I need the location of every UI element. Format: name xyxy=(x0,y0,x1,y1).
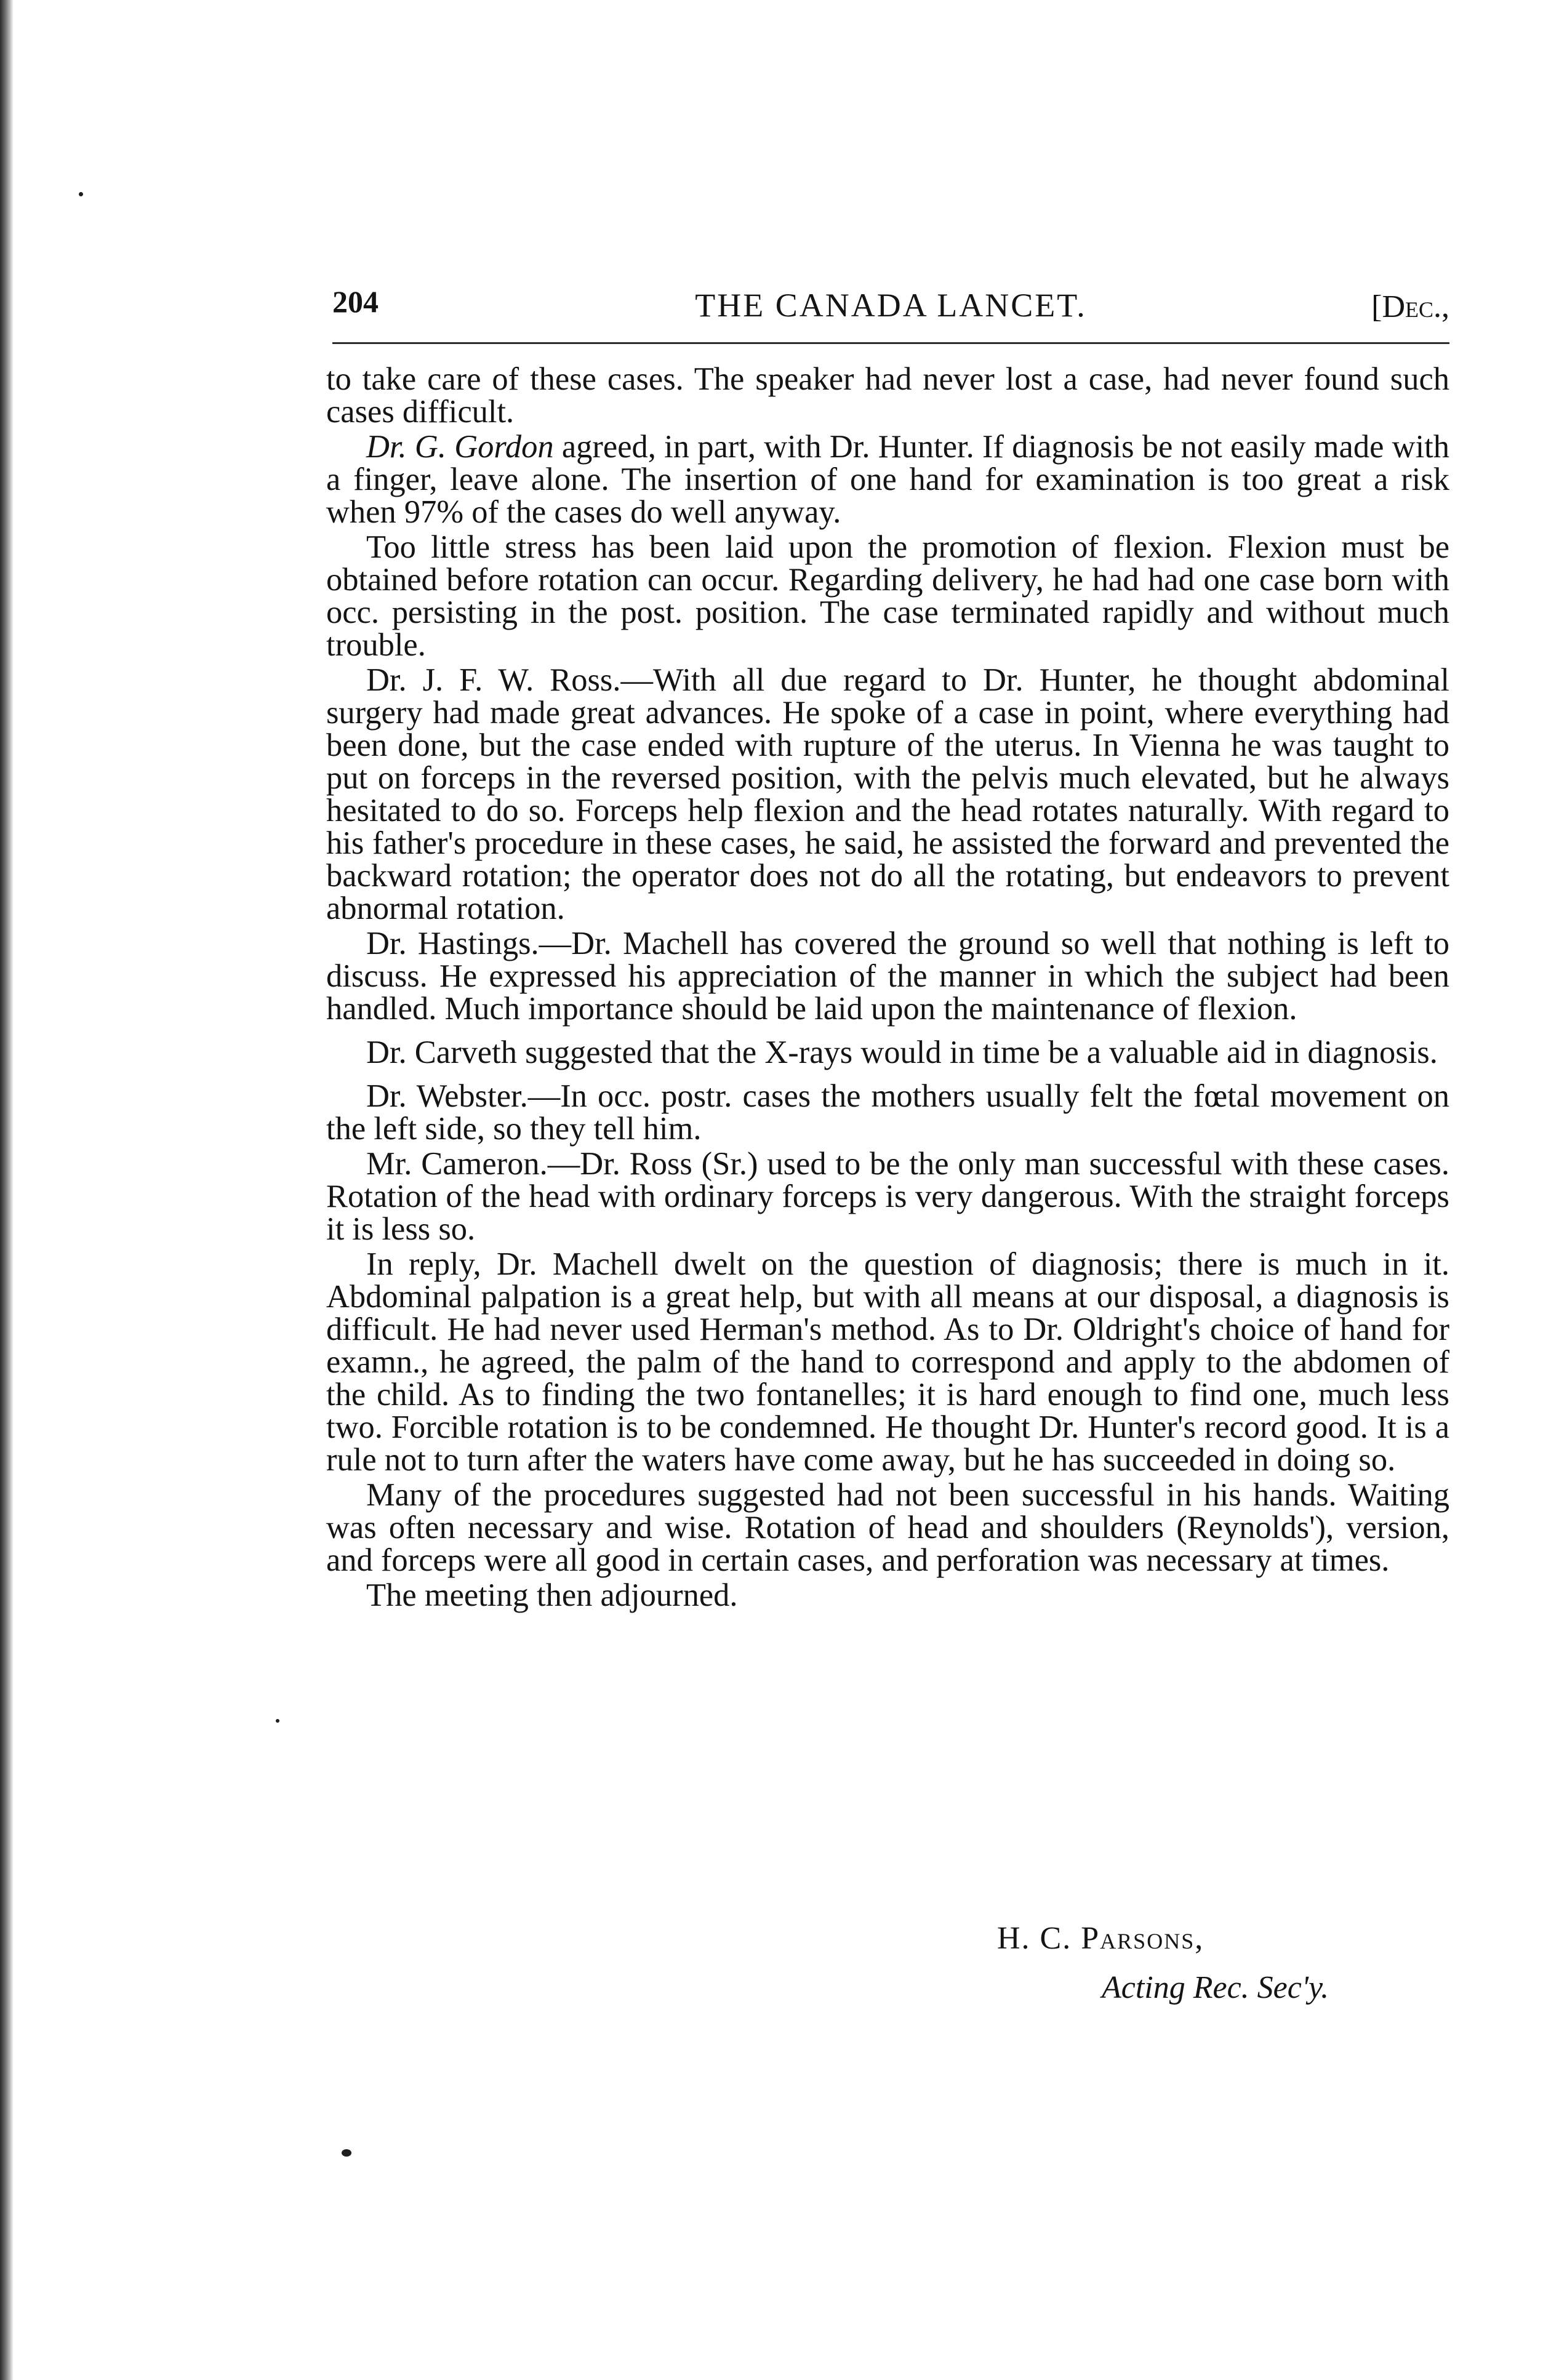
secretary-title: Acting Rec. Sec'y. xyxy=(1102,1970,1329,2005)
paragraph-adjourned: The meeting then adjourned. xyxy=(366,1577,738,1613)
speaker-name: Dr. G. Gordon xyxy=(366,429,554,465)
paragraph-dr-webster: Dr. Webster.—In occ. postr. cases the mothers usually felt the fœtal movement on the left side, so they tell him. xyxy=(326,1078,1449,1147)
paragraph-dr-hastings: Dr. Hastings.—Dr. Machell has covered the ground so well that nothing is left to discuss. He expressed his appreciation of the manner in which the subject had been handled. Much importance should be laid upon the maintenance of flexion. xyxy=(326,926,1449,1027)
running-header xyxy=(332,280,1449,342)
ink-speck xyxy=(342,2149,351,2157)
paragraph-continued: to take care of these cases. The speaker had never lost a case, had never found such cases difficult. xyxy=(326,361,1449,430)
paragraph-mr-cameron: Mr. Cameron.—Dr. Ross (Sr.) used to be the only man successful with these cases. Rotation of the head with ordinary forceps is very dangerous. With the straight forceps it is less so. xyxy=(326,1146,1449,1247)
secretary-name: H. C. Parsons, xyxy=(997,1921,1204,1956)
paragraph-flexion: Too little stress has been laid upon the promotion of flexion. Flexion must be obtained before rotation can occur. Regarding delivery, he had had one case born with occ. persisting in the post. position. The case terminated rapidly and without much trouble. xyxy=(326,529,1449,663)
ink-speck xyxy=(276,1719,279,1723)
paragraph-procedures: Many of the procedures suggested had not been successful in his hands. Waiting was often necessary and wise. Rotation of head and shoulders (Reynolds'), version, and forceps were all good in certain cases, and perforation was necessary at times. xyxy=(326,1477,1449,1578)
paragraph-dr-ross: Dr. J. F. W. Ross.—With all due regard to Dr. Hunter, he thought abdominal surgery had made great advances. He spoke of a case in point, where everything had been done, but the case ended with rupture of the uterus. In Vienna he was taught to put on forceps in the reversed position, with the pelvis much elevated, but he always hesitated to do so. Forceps help flexion and the head rotates naturally. With regard to his father's procedure in these cases, he said, he assisted the forward and prevented the backward rotation; the operator does not do all the rotating, but endeavors to prevent abnormal rotation. xyxy=(326,662,1449,926)
paragraph-dr-machell-reply: In reply, Dr. Machell dwelt on the question of diagnosis; there is much in it. Abdominal palpation is a great help, but with all means at our disposal, a diagnosis is difficult. He had never used Herman's method. As to Dr. Oldright's choice of hand for examn., he agreed, the palm of the hand to correspond and apply to the abdomen of the child. As to finding the two fontanelles; it is hard enough to find one, much less two. Forcible rotation is to be condemned. He thought Dr. Hunter's record good. It is a rule not to turn after the waters have come away, but he has succeeded in doing so. xyxy=(326,1246,1449,1478)
ink-speck xyxy=(79,192,83,196)
journal-title: THE CANADA LANCET. xyxy=(695,287,1087,324)
paragraph-dr-carveth: Dr. Carveth suggested that the X-rays would in time be a valuable aid in diagnosis. xyxy=(366,1035,1438,1070)
page-number: 204 xyxy=(332,284,379,319)
paragraph-dr-gordon: Dr. G. Gordon agreed, in part, with Dr. Hunter. If diagnosis be not easily made with a finger, leave alone. The insertion of one hand for examination is too great a risk when 97% of the cases do well anyway. xyxy=(326,429,1449,530)
signature-block xyxy=(997,1914,1465,2013)
issue-month: [Dec., xyxy=(1371,289,1449,324)
article-body xyxy=(326,363,1449,1612)
page-binding-edge xyxy=(0,0,14,2380)
header-rule xyxy=(332,342,1449,344)
